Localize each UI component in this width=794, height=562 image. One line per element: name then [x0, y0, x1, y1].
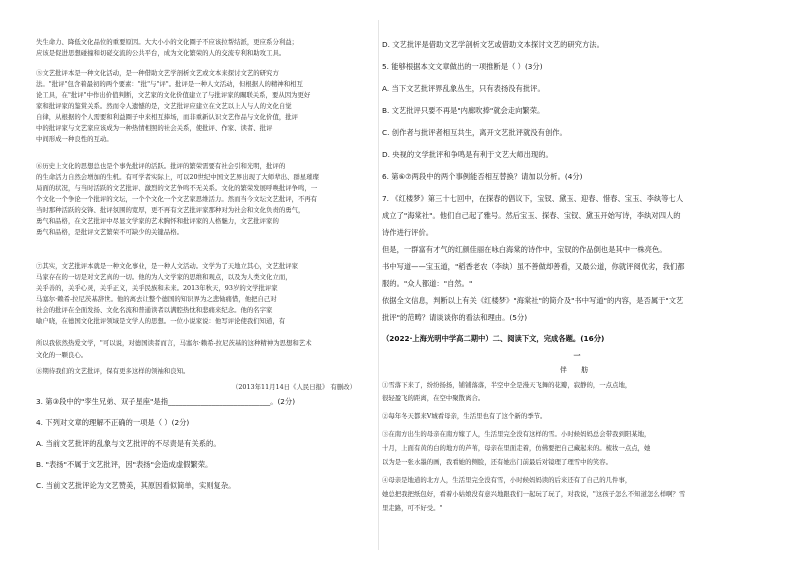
- body-line: 勇气和品格，在文艺批评中尽显文学家的艺术胸怀和批评家的人格魅力，文艺批评家的: [36, 217, 279, 225]
- body-line: 马塞尔·赖希-拉尼茨基辞世。他的离去让整个德国的知识界为之悲恸痛惜，他把自己对: [36, 295, 277, 303]
- body-line: 应该是促进思想碰撞和切磋交流的公共平台，成为文化繁荣的人的交流专利和助攻工具。: [36, 49, 286, 57]
- story-line: 以为是一张水墨的画，我看她的侧脸，还有她出门前最后对镜理了理雪中的笑容。: [382, 458, 613, 466]
- body-line: 中的批评家与文艺家应该成为一种热情相照的社会关系，使批评、作家、读者、批评: [36, 124, 273, 132]
- body-line: 关乎善的，关乎心灵，关乎正义，关乎民族和未来。2013年秋天，93岁的文学批评家: [36, 284, 278, 292]
- story-line: ③在南方出生的母亲在南方嫁了人，生活里完全没有这样的雪。小时候妈妈总会带我到阳某地，: [382, 430, 651, 438]
- body-line: ⑤文艺批评本是一种文化活动，是一种借助文艺学剖析文艺或文本来探讨文艺的研究方: [36, 69, 279, 77]
- body-line: 自律，从根据的个人需要和利益圈子中来相互捧场，而非重新认识文艺作品与文化价值，批评: [36, 113, 299, 121]
- option-b: B. "表扬"不属于文艺批评，因"表扬"会造成虚假繁荣。: [36, 460, 213, 469]
- question-3: 3. 第③段中的"孪生兄弟、双子星座"是指____________________________。(2分): [36, 397, 296, 406]
- body-line: ⑧期待我们的文艺批评，保有更多这样的领袖和良知。: [36, 367, 190, 375]
- question-7-line: 诗作进行评价。: [382, 228, 434, 237]
- story-line: 十月，上面有黄的白的地方的芦苇，母亲在里面走着，仿佛要把自己藏起来的。梳妆一点点，她: [382, 444, 651, 452]
- story-title: 伴 舫: [559, 366, 595, 374]
- body-line: 所以我依然热爱文学，"可以说，对德国读者而言，马塞尔·赖希-拉尼茨基的这种精神为思想和艺术: [36, 339, 312, 347]
- question-7-line: 服的。"众人都道："自然。": [382, 279, 473, 288]
- option-a: A. 当前文艺批评的乱象与文艺批评的不尽责是有关系的。: [36, 439, 221, 448]
- story-line: 里走路，可不好受。": [382, 504, 443, 512]
- body-line: 法。"批评"包含着最初的两个要素："批"与"评"。批评是一种人文活动，但根据人的精神和相互: [36, 80, 303, 88]
- question-7-line: 批评"的范畴？请谈谈你的看法和理由。(5分): [382, 313, 528, 322]
- option-a: A. 当下文艺批评界乱象丛生，只有表扬没有批评。: [382, 84, 545, 93]
- question-5: 5. 能够根据本文文章做出的一项推断是（ ）(3分): [382, 62, 543, 71]
- question-4: 4. 下列对文章的理解不正确的一项是（ ）(2分): [36, 418, 190, 427]
- column-divider: [378, 20, 379, 550]
- body-line: 个文化一个争论一个批评的文坛，一个个文化一个文艺家思维活力。然而当今文坛文艺批评，不再有: [36, 195, 318, 203]
- question-6: 6. 第⑥⑦两段中的两个事例能否相互替换？请加以分析。(4分): [382, 172, 583, 181]
- story-line: ②每年冬天都来V城看母亲，生活里也有了这个新的季节。: [382, 412, 547, 420]
- story-line: 她总把我把纸包好，看着小姑娘没有意兴地跟我们一起玩了玩了，对我说，"这孩子怎么不知道怎么样啊？雪: [382, 490, 686, 498]
- question-7-line: 但是，一群富有才气的红颜佳丽在咏白海棠的诗作中，宝钗的作品倒也是其中一株亮色。: [382, 245, 667, 254]
- story-line: ①雪落下来了，纷纷扬扬，铺铺落落，半空中全是漫天飞舞的花瓣，寂静的，一点点地，: [382, 381, 632, 389]
- body-line: 勇气和品格，是批评文艺繁荣不可缺少的关键品格。: [36, 228, 183, 236]
- option-b: B. 文艺批评只要不再是"内廊吹捧"就会走向繁荣。: [382, 106, 545, 115]
- question-7-line: 依据全文信息，判断以上有关《红楼梦》"海棠社"的简介及"书中写道"的内容，是否属于"文艺: [382, 296, 684, 305]
- option-d: D. 文艺批评是借助文艺学剖析文艺或借助文本探讨文艺的研究方法。: [382, 40, 604, 49]
- source-citation: （2013年11月14日《人民日报》 有删改）: [231, 383, 356, 391]
- body-line: 喻户晓，在德国文化批评领域是文学人的思想。一位小说家说：他写评论使我们知道，有: [36, 317, 286, 325]
- section-label: 一: [573, 351, 581, 360]
- body-line: 的生命活力自然会增加的生机。有可学者实际上，可以20世纪中国文艺界出现了大师辈出、群星璀璨: [36, 173, 319, 181]
- option-c: C. 创作者与批评者相互共生，离开文艺批评就没有创作。: [382, 128, 567, 137]
- option-c: C. 当前文艺批评论为文艺赞美，其原因看似简单，实则复杂。: [36, 481, 236, 490]
- body-line: 文化的一颗良心。: [36, 351, 88, 359]
- body-line: 社会的批评在全面发扬、文化名流和普通读者以满腔热忱和悲痛来纪念。他的名字家: [36, 306, 273, 314]
- body-line: 家和批评家的鉴赏关系。然而令人遗憾的是，文艺批评应建立在文艺以上人与人的文化自觉: [36, 102, 292, 110]
- body-line: 论工具，在"批评"中作出价值判断，文艺家的文化价值建立了与批评家的關联关系，要从因为更好: [36, 91, 311, 99]
- question-7-line: 书中写道——宝玉道，"稻香老农（李纨）虽不善做却善看，又最公道，你就评阅优劣，我们都: [382, 262, 685, 271]
- question-7-line: 成立了"海棠社"。他们自己起了雅号。然后宝玉、探春、宝钗、黛玉开始写诗，李纨对四人的: [382, 211, 681, 220]
- body-line: ⑦其实，文艺批评本就是一种文化事业，是一种人文活动。文学为了天地立其心，文艺批评家: [36, 262, 299, 270]
- section-header: （2022·上海光明中学高二期中）二、阅读下文，完成各题。(16分): [382, 334, 605, 343]
- story-line: ④母亲是地道的北方人，生活里完全没有雪，小时候妈妈读的后来还有了自己的几件事，: [382, 476, 632, 484]
- body-line: ⑥历史上文化的思想总也是个事先批评的活跃。批评的繁荣需要有社会引和光明，批评的: [36, 162, 286, 170]
- story-line: 很轻盈飞的距离，在空中聚散离合。: [382, 394, 485, 402]
- body-line: 当时那种活跃的交锋、批评氛围的宽厚，更不再有文艺批评家那种对为社会和文化负责的勇气，: [36, 206, 305, 214]
- body-line: 失生命力、降低文化品位的重要原因。大大小小的文化圈子不应该拉帮结派，更应系分利益；: [36, 38, 299, 46]
- body-line: 马家存在的一切是对文艺真的一切。他的为人文学家的思维和观点，以及为人类文化立而，: [36, 273, 292, 281]
- body-line: 中间形成一种良性的互动。: [36, 135, 113, 143]
- option-d: D. 央视的文学批评和争鸣是有利于文艺大师出现的。: [382, 150, 553, 159]
- body-line: 局面的状况，与当时活跃的文艺批评、激烈的文艺争鸣不无关系。文化的繁荣发展呼唤批评争鸣，一: [36, 184, 318, 192]
- question-7: 7. 《红楼梦》第三十七回中，在探春的倡议下，宝钗、黛玉、迎春、惜春、宝玉、李纨等七人: [382, 194, 684, 203]
